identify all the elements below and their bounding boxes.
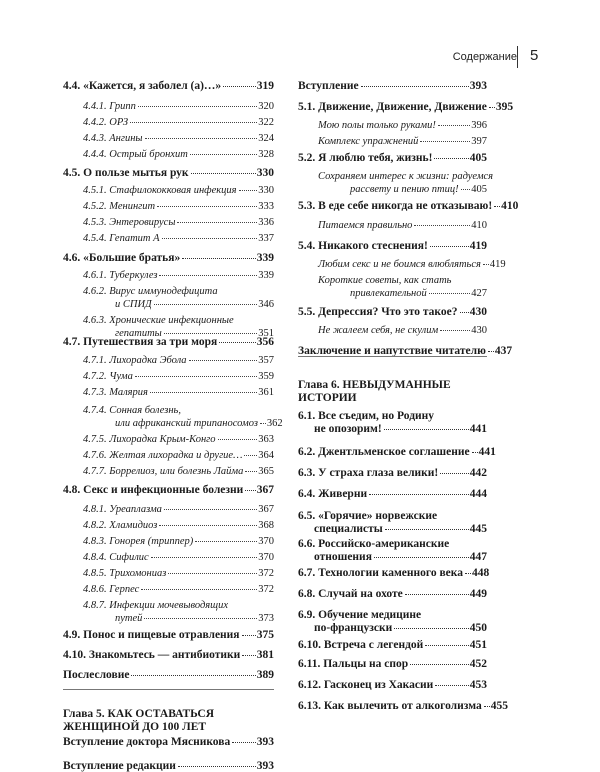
toc-entry-title: путей: [115, 613, 143, 624]
toc-page-number: 319: [256, 80, 274, 92]
chapter-heading-line: Глава 5. КАК ОСТАВАТЬСЯ: [63, 708, 215, 720]
toc-entry-title: 5.5. Депрессия? Что это такое?: [298, 306, 458, 318]
toc-page-number: 375: [256, 629, 274, 641]
dot-leader: [384, 429, 469, 430]
toc-page-number: 419: [469, 240, 487, 252]
toc-page-number: 339: [256, 252, 274, 264]
dot-leader: [394, 628, 468, 629]
dot-leader: [242, 655, 255, 656]
toc-entry-title: 4.4.1. Грипп: [83, 101, 136, 112]
dot-leader: [472, 452, 478, 453]
toc-page-number: 437: [494, 345, 513, 357]
toc-entry-title: 4.8.5. Трихомониаз: [83, 568, 167, 579]
toc-entry-title: 4.8.2. Хламидиоз: [83, 520, 158, 531]
toc-page-number: 452: [469, 658, 487, 670]
toc-page-number: 372: [258, 584, 274, 595]
toc-entry-title: 6.3. У страха глаза велики!: [298, 467, 439, 479]
toc-page-number: 370: [258, 536, 274, 547]
toc-entry-title: Не жалеем себя, не скулим: [318, 325, 439, 336]
toc-page-number: 393: [469, 80, 487, 92]
toc-page-number: 396: [471, 120, 487, 131]
toc-entry-title: Заключение и напутствие читателю: [298, 345, 486, 357]
dot-leader: [385, 529, 469, 530]
dot-leader: [488, 351, 494, 352]
toc-entry-title: 6.11. Пальцы на спор: [298, 658, 409, 670]
toc-entry-title: 6.6. Российско-американские: [298, 538, 450, 550]
dot-leader: [244, 455, 257, 456]
toc-page-number: 427: [471, 288, 487, 299]
toc-page-number: 330: [256, 167, 274, 179]
toc-entry-title: и СПИД: [115, 299, 152, 310]
toc-entry-title: Короткие советы, как стать: [318, 275, 452, 286]
dot-leader: [189, 360, 258, 361]
toc-page-number: 453: [469, 679, 487, 691]
dot-leader: [434, 158, 468, 159]
toc-page-number: 444: [469, 488, 487, 500]
toc-page-number: 330: [258, 185, 274, 196]
toc-entry-title: 6.9. Обучение медицине: [298, 609, 422, 621]
dot-leader: [430, 246, 469, 247]
toc-page-number: 367: [256, 484, 274, 496]
toc-entry-title: 4.4.2. ОРЗ: [83, 117, 129, 128]
toc-entry-title: 4.7.7. Боррелиоз, или болезнь Лайма: [83, 466, 244, 477]
dot-leader: [425, 645, 468, 646]
toc-entry-title: 4.4. «Кажется, я заболел (а)…»: [63, 80, 222, 92]
toc-entry-title: 4.7.5. Лихорадка Крым-Конго: [83, 434, 216, 445]
toc-entry-title: 4.8.4. Сифилис: [83, 552, 149, 563]
toc-page-number: 333: [258, 201, 274, 212]
toc-page-number: 405: [469, 152, 487, 164]
toc-page-number: 410: [471, 220, 487, 231]
toc-entry-title: 5.1. Движение, Движение, Движение: [298, 101, 487, 113]
dot-leader: [420, 141, 470, 142]
dot-leader: [218, 439, 258, 440]
toc-page-number: 448: [471, 567, 490, 579]
dot-leader: [440, 473, 468, 474]
toc-page-number: 430: [469, 306, 487, 318]
dot-leader: [461, 189, 471, 190]
dot-leader: [182, 258, 256, 259]
chapter-heading-line: Глава 6. НЕВЫДУМАННЫЕ: [298, 379, 451, 391]
toc-page-number: 365: [258, 466, 274, 477]
toc-entry-title: 4.7.3. Малярия: [83, 387, 148, 398]
toc-page-number: 393: [256, 760, 274, 772]
toc-entry-title: 5.3. В еде себе никогда не отказываю!: [298, 200, 493, 212]
dot-leader: [414, 225, 470, 226]
toc-page-number: 455: [490, 700, 508, 712]
toc-entry-title: или африканский трипаносомоз: [115, 418, 258, 429]
toc-page-number: 373: [258, 613, 274, 624]
toc-page-number: 441: [469, 423, 487, 435]
toc-page-number: 372: [258, 568, 274, 579]
toc-page-number: 393: [256, 736, 274, 748]
toc-entry-title: 4.8.1. Уреаплазма: [83, 504, 162, 515]
toc-entry-title: 4.5.1. Стафилококковая инфекция: [83, 185, 237, 196]
dot-leader: [483, 264, 489, 265]
toc-page-number: 442: [469, 467, 487, 479]
toc-entry-title: 4.10. Знакомьтесь — антибиотики: [63, 649, 241, 661]
dot-leader: [164, 509, 257, 510]
toc-entry-title: 4.5.4. Гепатит A: [83, 233, 160, 244]
dot-leader: [489, 107, 495, 108]
toc-entry-title: 4.8.3. Гонорея (триппер): [83, 536, 194, 547]
dot-leader: [177, 222, 257, 223]
dot-leader: [374, 557, 469, 558]
toc-page-number: 351: [258, 328, 274, 339]
dot-leader: [151, 557, 258, 558]
dot-leader: [460, 312, 469, 313]
toc-entry-title: не опозорим!: [314, 423, 382, 435]
toc-entry-title: 6.13. Как вылечить от алкоголизма: [298, 700, 482, 712]
dot-leader: [144, 618, 257, 619]
dot-leader: [159, 525, 257, 526]
toc-entry-title: 5.2. Я люблю тебя, жизнь!: [298, 152, 433, 164]
dot-leader: [195, 541, 257, 542]
toc-entry-title: Комплекс упражнений: [318, 136, 419, 147]
dot-leader: [145, 138, 258, 139]
toc-page-number: 357: [258, 355, 274, 366]
dot-leader: [135, 376, 257, 377]
section-divider: [298, 356, 487, 357]
dot-leader: [438, 125, 470, 126]
toc-entry-title: 4.8.7. Инфекции мочевыводящих: [83, 600, 229, 611]
dot-leader: [162, 238, 258, 239]
toc-entry-title: 4.7. Путешествия за три моря: [63, 336, 218, 348]
toc-entry-title: 6.10. Встреча с легендой: [298, 639, 424, 651]
toc-entry-title: 4.5.2. Менингит: [83, 201, 156, 212]
toc-page-number: 363: [258, 434, 274, 445]
toc-entry-title: 6.12. Гасконец из Хакасии: [298, 679, 434, 691]
dot-leader: [484, 706, 490, 707]
toc-entry-title: 4.9. Понос и пищевые отравления: [63, 629, 240, 641]
chapter-heading-line: ЖЕНЩИНОЙ ДО 100 ЛЕТ: [63, 721, 207, 733]
toc-entry-title: Мою полы только руками!: [318, 120, 436, 131]
toc-page-number: 397: [471, 136, 487, 147]
toc-entry-title: 4.8. Секс и инфекционные болезни: [63, 484, 244, 496]
toc-page-number: 405: [471, 184, 487, 195]
toc-entry-title: 5.4. Никакого стеснения!: [298, 240, 428, 252]
dot-leader: [219, 342, 256, 343]
dot-leader: [410, 664, 469, 665]
toc-page-number: 364: [258, 450, 274, 461]
toc-page-number: 346: [258, 299, 274, 310]
toc-entry-title: 4.6. «Большие братья»: [63, 252, 181, 264]
toc-page-number: 328: [258, 149, 274, 160]
dot-leader: [245, 471, 257, 472]
toc-page-number: 410: [501, 200, 519, 212]
toc-page-number: 450: [469, 622, 487, 634]
dot-leader: [239, 190, 258, 191]
toc-entry-title: 4.4.3. Ангины: [83, 133, 143, 144]
toc-entry-title: рассвету и пению птиц!: [350, 184, 459, 195]
toc-entry-title: Сохраняем интерес к жизни: радуемся: [318, 171, 494, 182]
toc-entry-title: 4.7.1. Лихорадка Эбола: [83, 355, 187, 366]
dot-leader: [178, 766, 256, 767]
toc-entry-title: Питаемся правильно: [318, 220, 413, 231]
page-number: 5: [530, 47, 539, 64]
toc-entry-title: отношения: [314, 551, 372, 563]
toc-entry-title: 4.5.3. Энтеровирусы: [83, 217, 176, 228]
dot-leader: [465, 573, 471, 574]
dot-leader: [369, 494, 469, 495]
chapter-heading-line: ИСТОРИИ: [298, 392, 357, 404]
toc-page-number: 320: [258, 101, 274, 112]
dot-leader: [131, 675, 255, 676]
dot-leader: [405, 594, 469, 595]
toc-page-number: 361: [258, 387, 274, 398]
dot-leader: [223, 86, 256, 87]
dot-leader: [494, 206, 500, 207]
toc-page-number: 445: [469, 523, 487, 535]
dot-leader: [361, 86, 469, 87]
toc-entry-title: гепатиты: [115, 328, 162, 339]
toc-page-number: 359: [258, 371, 274, 382]
toc-page-number: 447: [469, 551, 487, 563]
toc-page-number: 430: [471, 325, 487, 336]
dot-leader: [159, 275, 257, 276]
dot-leader: [190, 154, 257, 155]
toc-page-number: 368: [258, 520, 274, 531]
toc-page-number: 337: [258, 233, 274, 244]
toc-entry-title: 4.7.6. Желтая лихорадка и другие…: [83, 450, 243, 461]
toc-page-number: 339: [258, 270, 274, 281]
toc-entry-title: 4.6.2. Вирус иммунодефицита: [83, 286, 218, 297]
running-header-title: Содержание: [452, 51, 517, 63]
dot-leader: [150, 392, 257, 393]
toc-page-number: 362: [266, 418, 283, 429]
header-divider: [517, 46, 518, 68]
toc-page-number: 322: [258, 117, 274, 128]
toc-entry-title: Послесловие: [63, 669, 130, 681]
toc-entry-title: 4.6.1. Туберкулез: [83, 270, 158, 281]
toc-page-number: 367: [258, 504, 274, 515]
toc-entry-title: 6.2. Джентльменское соглашение: [298, 446, 470, 458]
toc-entry-title: 4.8.6. Герпес: [83, 584, 140, 595]
toc-entry-title: специалисты: [314, 523, 383, 535]
dot-leader: [168, 573, 257, 574]
dot-leader: [154, 304, 258, 305]
toc-entry-title: 4.7.2. Чума: [83, 371, 133, 382]
dot-leader: [130, 122, 257, 123]
toc-entry-title: 6.7. Технологии каменного века: [298, 567, 463, 579]
toc-page-number: 370: [258, 552, 274, 563]
dot-leader: [191, 173, 256, 174]
dot-leader: [138, 106, 257, 107]
dot-leader: [164, 333, 257, 334]
toc-entry-title: 6.5. «Горячие» норвежские: [298, 510, 438, 522]
toc-page-number: 324: [258, 133, 274, 144]
dot-leader: [429, 293, 470, 294]
toc-entry-title: Любим секс и не боимся влюбляться: [318, 259, 481, 270]
dot-leader: [141, 589, 257, 590]
toc-entry-title: Вступление доктора Мясникова: [63, 736, 231, 748]
toc-entry-title: по-французски: [314, 622, 393, 634]
toc-entry-title: 4.5. О пользе мытья рук: [63, 167, 189, 179]
toc-page-number: 419: [489, 259, 506, 270]
dot-leader: [435, 685, 469, 686]
toc-entry-title: Вступление: [298, 80, 359, 92]
toc-page-number: 389: [256, 669, 274, 681]
dot-leader: [232, 742, 256, 743]
toc-entry-title: привлекательной: [350, 288, 427, 299]
dot-leader: [245, 490, 255, 491]
toc-page-number: 395: [495, 101, 514, 113]
toc-entry-title: 4.7.4. Сонная болезнь,: [83, 405, 181, 416]
dot-leader: [260, 423, 266, 424]
toc-entry-title: Вступление редакции: [63, 760, 176, 772]
toc-entry-title: 6.4. Живерни: [298, 488, 368, 500]
section-divider: [63, 689, 274, 690]
toc-page-number: 336: [258, 217, 274, 228]
toc-entry-title: 4.6.3. Хронические инфекционные: [83, 315, 234, 326]
toc-page-number: 441: [478, 446, 496, 458]
toc-page-number: 451: [469, 639, 487, 651]
toc-page-number: 356: [256, 336, 274, 348]
dot-leader: [157, 206, 257, 207]
toc-page-number: 381: [256, 649, 274, 661]
toc-entry-title: 6.8. Случай на охоте: [298, 588, 403, 600]
dot-leader: [440, 330, 470, 331]
toc-entry-title: 4.4.4. Острый бронхит: [83, 149, 188, 160]
toc-page-number: 449: [469, 588, 487, 600]
dot-leader: [242, 635, 256, 636]
toc-entry-title: 6.1. Все съедим, но Родину: [298, 410, 435, 422]
